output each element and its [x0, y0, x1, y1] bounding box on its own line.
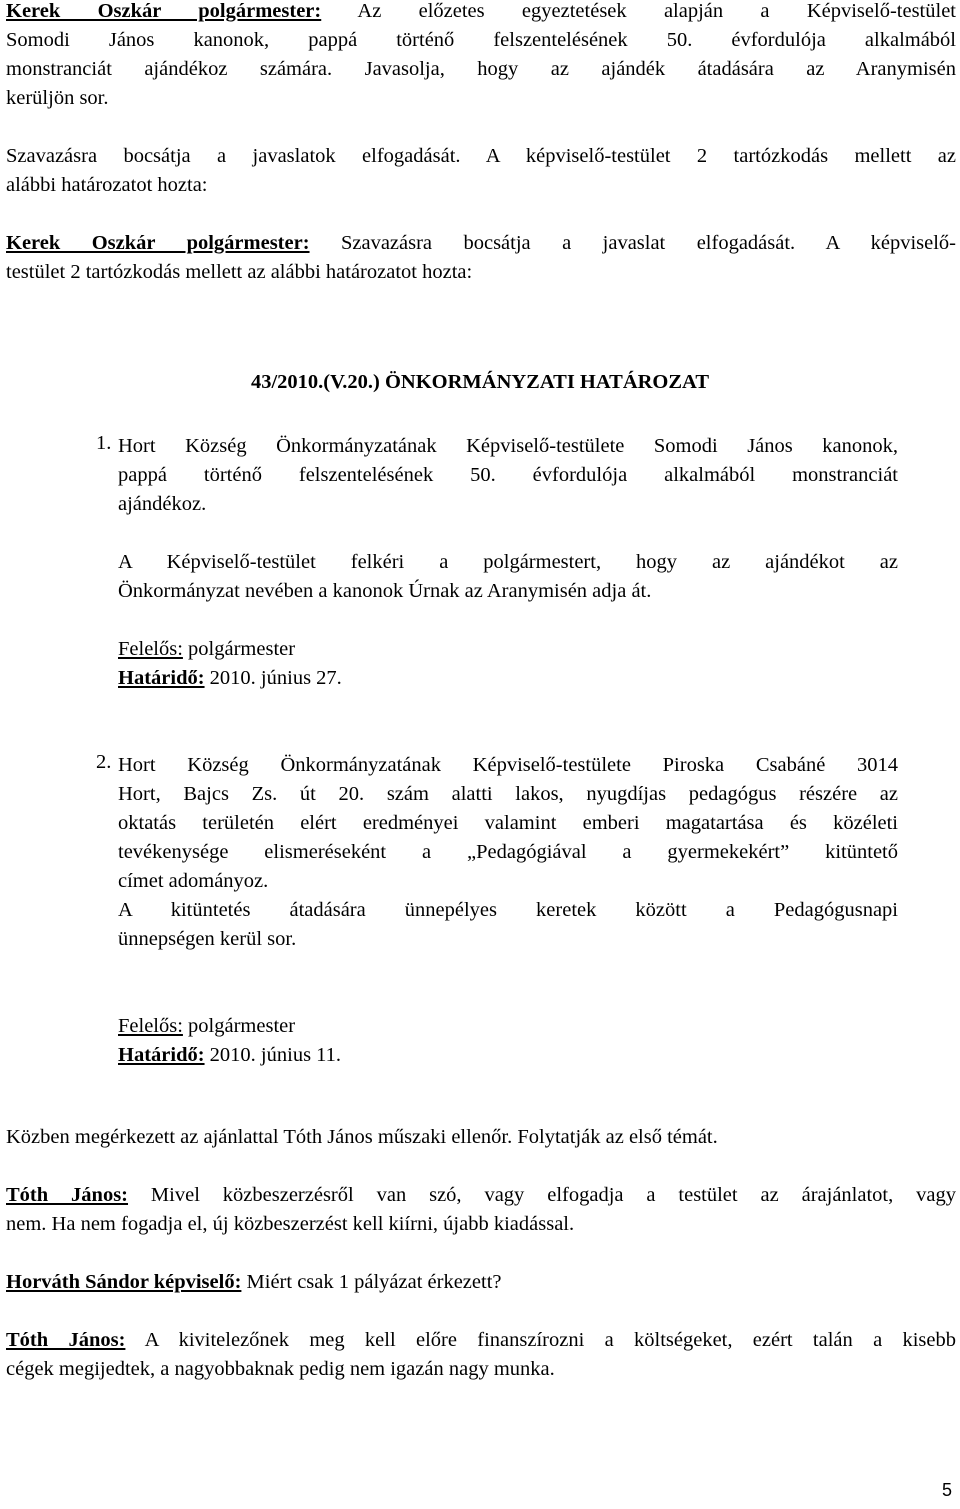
responsible-label: Felelős:	[118, 638, 183, 660]
paragraph-toth-1	[6, 1181, 956, 1239]
text-line: kerüljön sor.	[6, 87, 109, 109]
text-line: Önkormányzat nevében a kanonok Úrnak az Aranymisén adja át.	[118, 580, 652, 602]
text-line: Somodi János kanonok, pappá történő felszentelésének 50. évfordulója alkalmából	[6, 29, 956, 51]
paragraph-mayor-vote	[6, 229, 956, 287]
text-line: oktatás területén elért eredményei valamint emberi magatartása és közéleti	[118, 812, 898, 834]
deadline-line	[118, 1041, 898, 1070]
text-line: A kitüntetés átadására ünnepélyes keretek között a Pedagógusnapi	[118, 899, 898, 921]
deadline-value: 2010. június 11.	[209, 1044, 342, 1066]
paragraph-vote	[6, 142, 956, 200]
text-line: Közben megérkezett az ajánlattal Tóth János műszaki ellenőr. Folytatják az első témát.	[6, 1126, 718, 1148]
text-line: cégek megijedtek, a nagyobbaknak pedig nem igazán nagy munka.	[6, 1358, 555, 1380]
resolution-heading-text: 43/2010.(V.20.) ÖNKORMÁNYZATI HATÁROZAT	[250, 371, 710, 393]
text-line: Mivel közbeszerzésről van szó, vagy elfogadja a testület az árajánlatot, vagy	[150, 1184, 956, 1206]
speaker-label: Horváth Sándor képviselő:	[6, 1271, 242, 1293]
speaker-label: Tóth János:	[6, 1329, 126, 1351]
text-line: pappá történő felszentelésének 50. évfordulója alkalmából monstranciát	[118, 464, 898, 486]
item-number: 1.	[96, 432, 112, 454]
text-line: Hort Község Önkormányzatának Képviselő-testülete Piroska Csabáné 3014	[118, 754, 898, 776]
text-line: A Képviselő-testület felkéri a polgármestert, hogy az ajándékot az	[118, 551, 898, 573]
responsible-line	[118, 1012, 898, 1041]
speaker-label: Kerek Oszkár polgármester:	[6, 0, 322, 22]
deadline-value: 2010. június 27.	[209, 667, 342, 689]
text-line: testület 2 tartózkodás mellett az alábbi határozatot hozta:	[6, 261, 473, 283]
responsible-value: polgármester	[188, 638, 296, 660]
speaker-label: Kerek Oszkár polgármester:	[6, 232, 310, 254]
responsible-value: polgármester	[188, 1015, 296, 1037]
text-line: Szavazásra bocsátja a javaslat elfogadását. A képviselő-	[340, 232, 956, 254]
deadline-label: Határidő:	[118, 1044, 205, 1066]
deadline-label: Határidő:	[118, 667, 205, 689]
deadline-line	[118, 664, 898, 693]
text-line: ajándékoz.	[118, 493, 207, 515]
text-line: A kivitelezőnek meg kell előre finanszírozni a költségeket, ezért talán a kisebb	[144, 1329, 956, 1351]
text-line: nem. Ha nem fogadja el, új közbeszerzést kell kiírni, újabb kiadással.	[6, 1213, 575, 1235]
text-line: Miért csak 1 pályázat érkezett?	[246, 1271, 502, 1293]
item-number: 2.	[96, 751, 112, 773]
text-line: Az előzetes egyeztetések alapján a Képviselő-testület	[357, 0, 956, 22]
paragraph-arrival	[6, 1123, 956, 1152]
paragraph-horvath	[6, 1268, 956, 1297]
paragraph-toth-2	[6, 1326, 956, 1384]
text-line: Hort Község Önkormányzatának Képviselő-testülete Somodi János kanonok,	[118, 435, 898, 457]
text-line: címet adományoz.	[118, 870, 269, 892]
resolution-heading	[0, 371, 960, 394]
text-line: monstranciát ajándékoz számára. Javasolja, hogy az ajándék átadására az Aranymisén	[6, 58, 956, 80]
text-line: Hort, Bajcs Zs. út 20. szám alatti lakos, nyugdíjas pedagógus részére az	[118, 783, 898, 805]
text-line: alábbi határozatot hozta:	[6, 174, 208, 196]
resolution-item-1	[118, 432, 898, 693]
speaker-label: Tóth János:	[6, 1184, 129, 1206]
text-line: tevékenysége elismeréseként a „Pedagógiával a gyermekekért” kitüntető	[118, 841, 898, 863]
paragraph-mayor-proposal	[6, 0, 956, 113]
page-number: 5	[941, 1480, 952, 1500]
responsible-line	[118, 635, 898, 664]
text-line: ünnepségen kerül sor.	[118, 928, 297, 950]
text-line: Szavazásra bocsátja a javaslatok elfogadását. A képviselő-testület 2 tartózkodás mellett az	[6, 145, 956, 167]
responsible-label: Felelős:	[118, 1015, 183, 1037]
resolution-item-2	[118, 751, 898, 1070]
